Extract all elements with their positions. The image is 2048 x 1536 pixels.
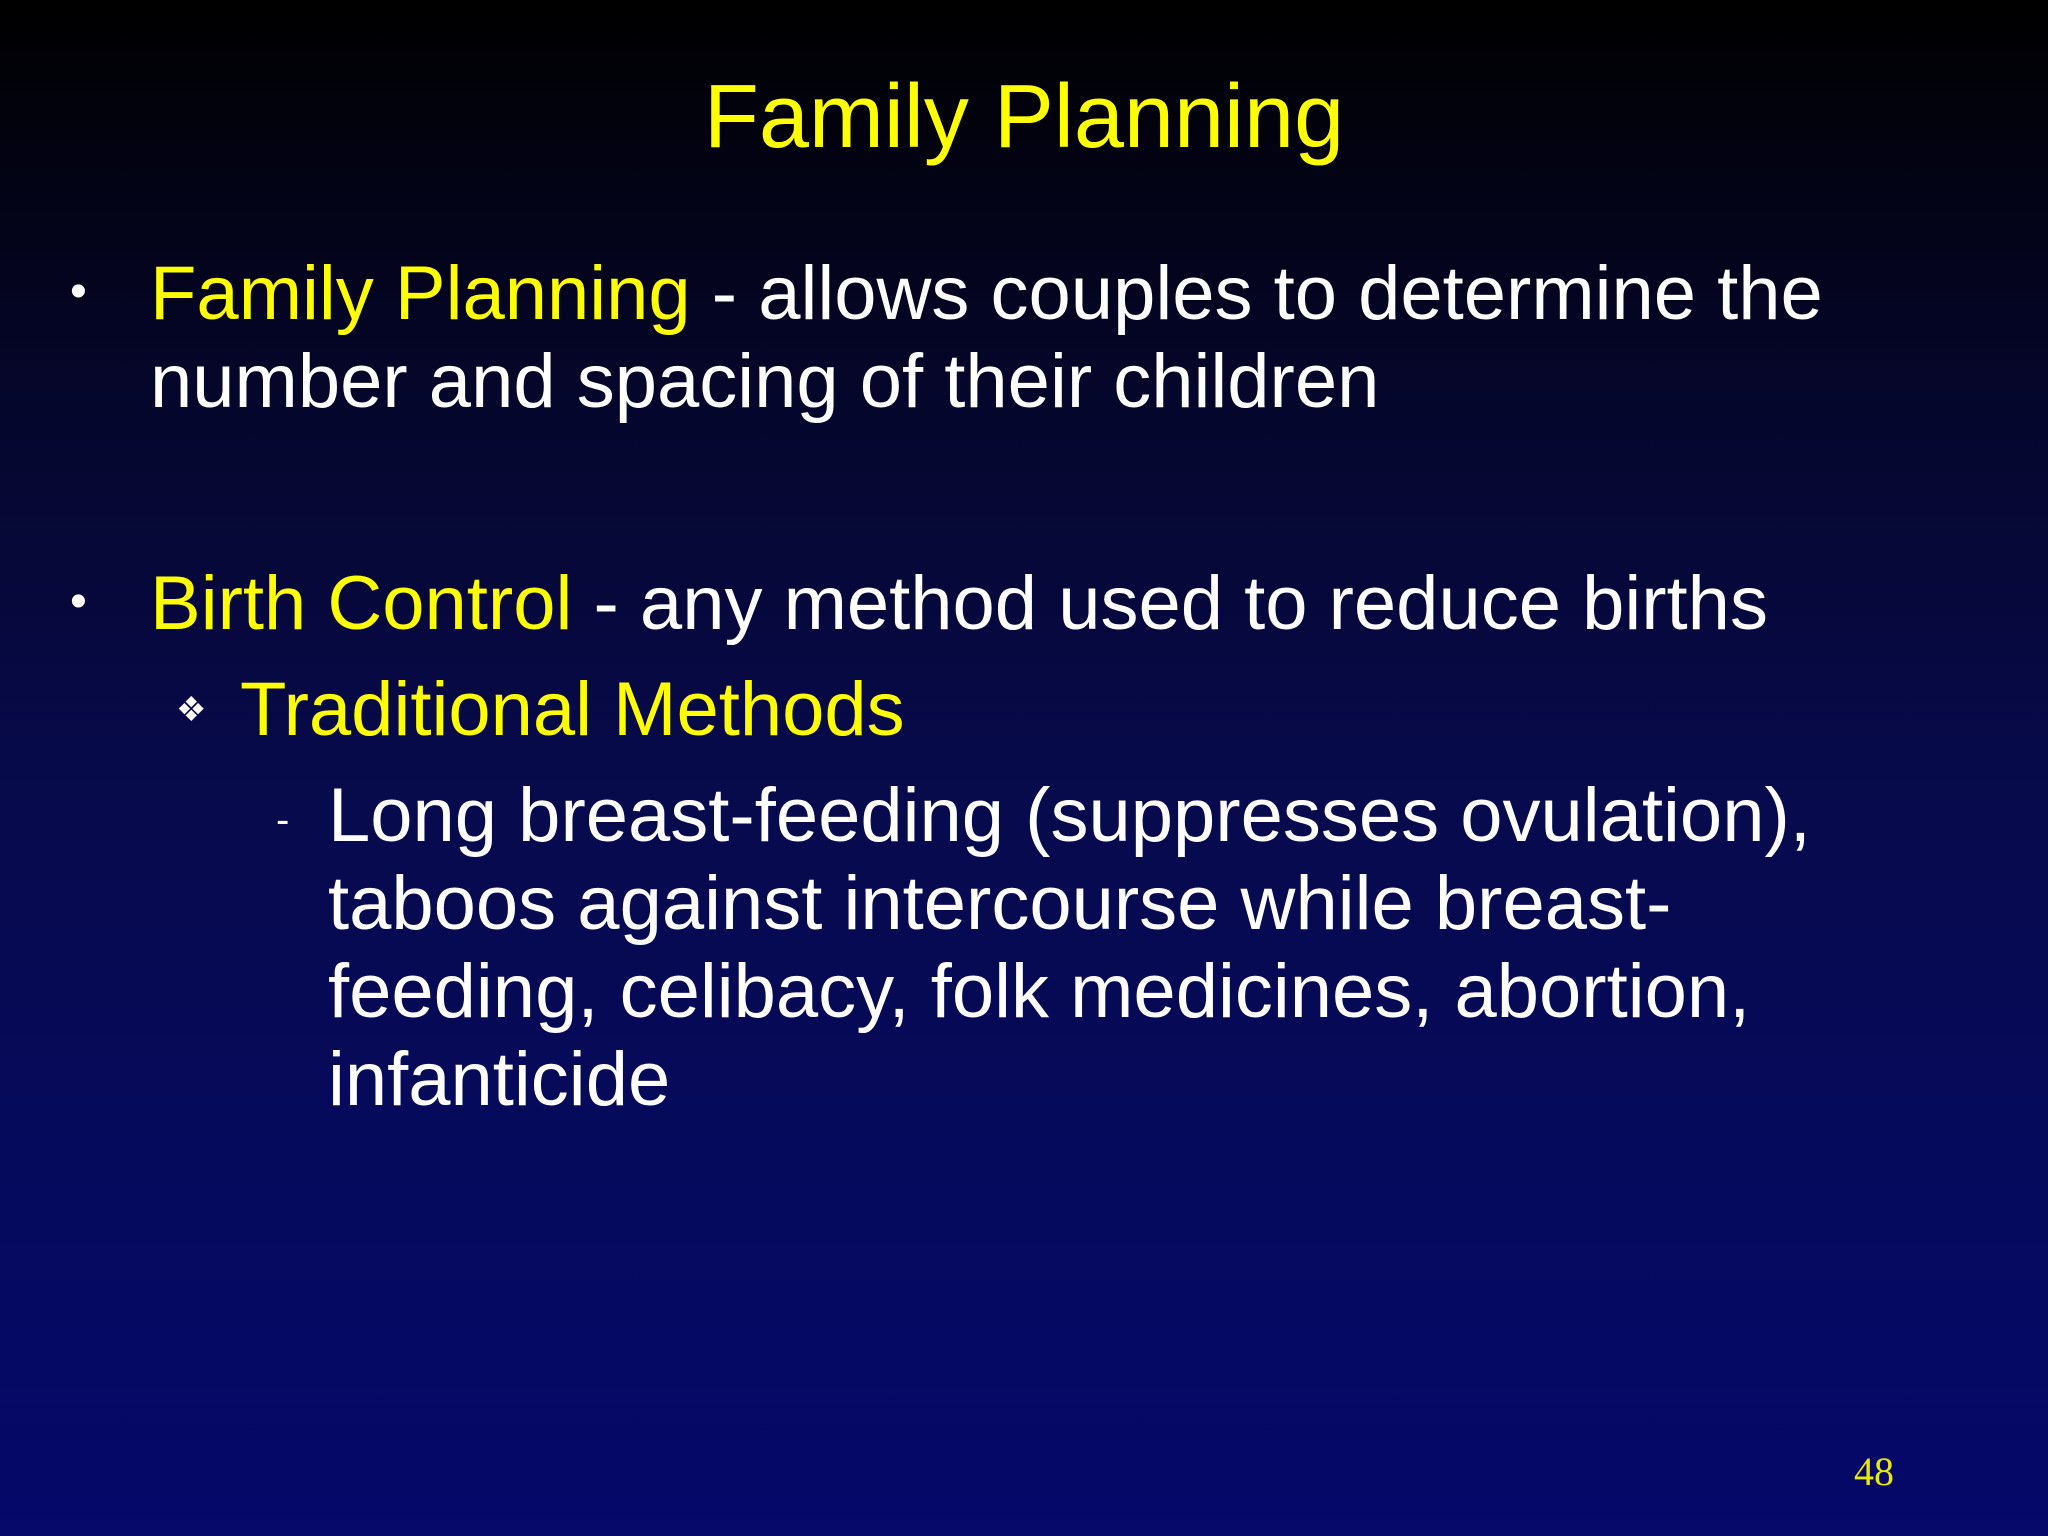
definition-birth-control: - any method used to reduce births xyxy=(572,561,1768,646)
bullet-marker: • xyxy=(70,265,87,318)
page-number: 48 xyxy=(1854,1449,1894,1494)
term-birth-control: Birth Control xyxy=(150,561,573,646)
sub-heading-traditional-methods: Traditional Methods xyxy=(240,667,905,752)
definition-family-planning: - allows couples to determine the number and spacing of their children xyxy=(150,251,1823,424)
traditional-methods-list: Long breast-feeding (suppresses ovulation), taboos against intercourse while breast-feeding, celibacy, folk medicines, abortion, infanticide xyxy=(328,773,1811,1122)
bullet-birth-control xyxy=(150,560,2000,648)
bullet-marker: • xyxy=(70,575,87,628)
term-family-planning: Family Planning xyxy=(150,251,691,336)
sub-bullet-marker: ❖ xyxy=(176,691,207,729)
slide-title: Family Planning xyxy=(703,67,1345,167)
dash-marker: - xyxy=(276,798,290,842)
bullet-family-planning xyxy=(150,250,1950,426)
